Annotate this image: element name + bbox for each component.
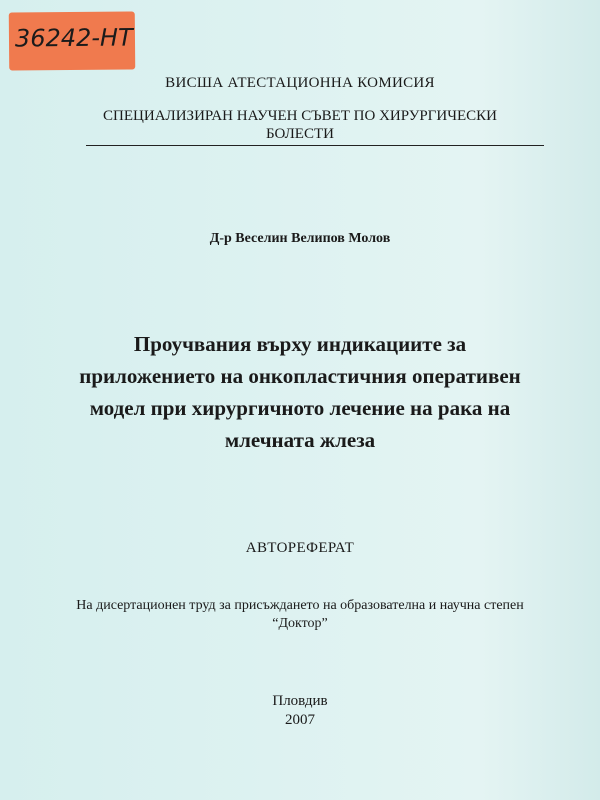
purpose-line1: На дисертационен труд за присъждането на образователна и научна степен <box>76 598 524 613</box>
title-line4: млечната жлеза <box>224 428 376 452</box>
place-and-year <box>0 692 600 730</box>
year: 2007 <box>285 712 315 728</box>
author-name: Д-р Веселин Велипов Молов <box>209 231 391 246</box>
purpose-line2: “Доктор” <box>272 616 328 631</box>
city: Пловдив <box>272 693 328 709</box>
title-line1: Проучвания върху индикациите за <box>133 332 467 356</box>
thesis-title <box>60 328 540 456</box>
commission-heading: ВИСША АТЕСТАЦИОННА КОМИСИЯ <box>165 75 435 91</box>
sticker-code: 36242-НТ <box>14 23 133 53</box>
library-sticker <box>9 11 136 70</box>
council-heading-line1: СПЕЦИАЛИЗИРАН НАУЧЕН СЪВЕТ ПО ХИРУРГИЧЕСКИ <box>103 108 497 124</box>
degree-purpose <box>0 597 600 633</box>
title-line2: приложението на онкопластичния оперативен <box>79 364 521 388</box>
header-divider <box>86 145 544 146</box>
title-line3: модел при хирургичното лечение на рака на <box>89 396 511 420</box>
council-heading <box>0 107 600 143</box>
document-type: АВТОРЕФЕРАТ <box>245 540 355 556</box>
council-heading-line2: БОЛЕСТИ <box>266 126 334 142</box>
